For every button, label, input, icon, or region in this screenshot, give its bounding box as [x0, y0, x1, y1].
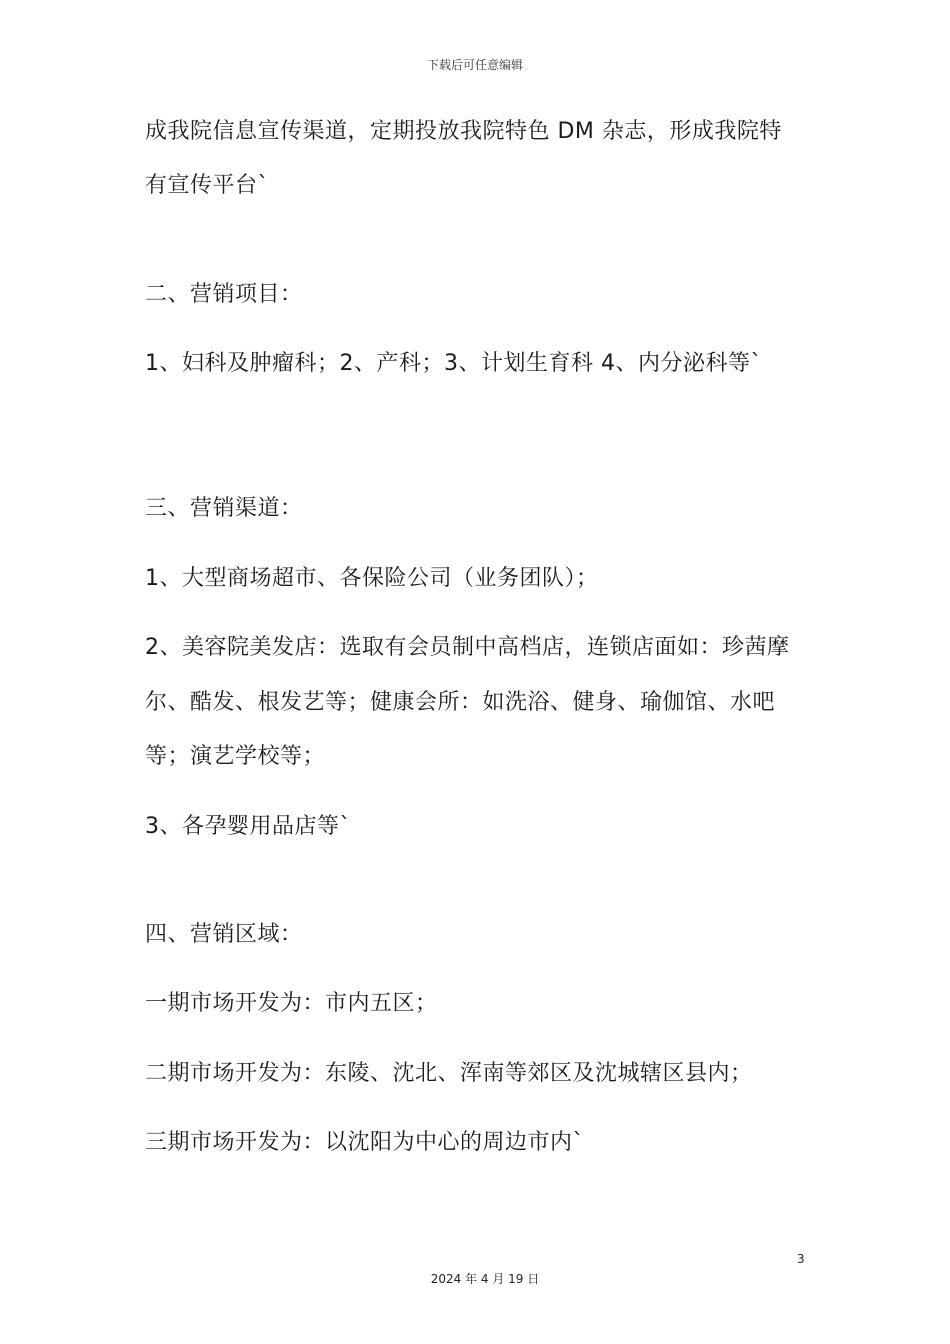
- paragraph-line: 1、妇科及肿瘤科；2、产科；3、计划生育科 4、内分泌科等`: [145, 351, 762, 376]
- paragraph-line: 等；演艺学校等；: [145, 744, 326, 769]
- paragraph-line: 一期市场开发为：市内五区；: [145, 991, 438, 1016]
- section-heading-regions: 四、营销区域：: [145, 922, 303, 947]
- page-header-note: 下载后可任意编辑: [426, 58, 523, 72]
- page-number: 3: [797, 1252, 805, 1266]
- paragraph-line: 3、各孕婴用品店等`: [145, 814, 351, 839]
- paragraph-line: 有宣传平台`: [145, 173, 270, 198]
- paragraph-line: 尔、酷发、根发艺等；健康会所：如洗浴、健身、瑜伽馆、水吧: [145, 690, 776, 715]
- paragraph-line: 三期市场开发为：以沈阳为中心的周边市内`: [145, 1130, 585, 1155]
- section-heading-channels: 三、营销渠道：: [145, 496, 303, 521]
- footer-date: 2024 年 4 月 19 日: [430, 1272, 540, 1286]
- paragraph-line: 1、大型商场超市、各保险公司（业务团队）；: [145, 566, 599, 591]
- paragraph-line: 二期市场开发为：东陵、沈北、浑南等郊区及沈城辖区县内；: [145, 1061, 753, 1086]
- paragraph-line: 2、美容院美发店：选取有会员制中高档店，连锁店面如：珍茜摩: [145, 635, 790, 660]
- section-heading-projects: 二、营销项目：: [145, 282, 303, 307]
- paragraph-line: 成我院信息宣传渠道，定期投放我院特色 DM 杂志，形成我院特: [145, 119, 782, 144]
